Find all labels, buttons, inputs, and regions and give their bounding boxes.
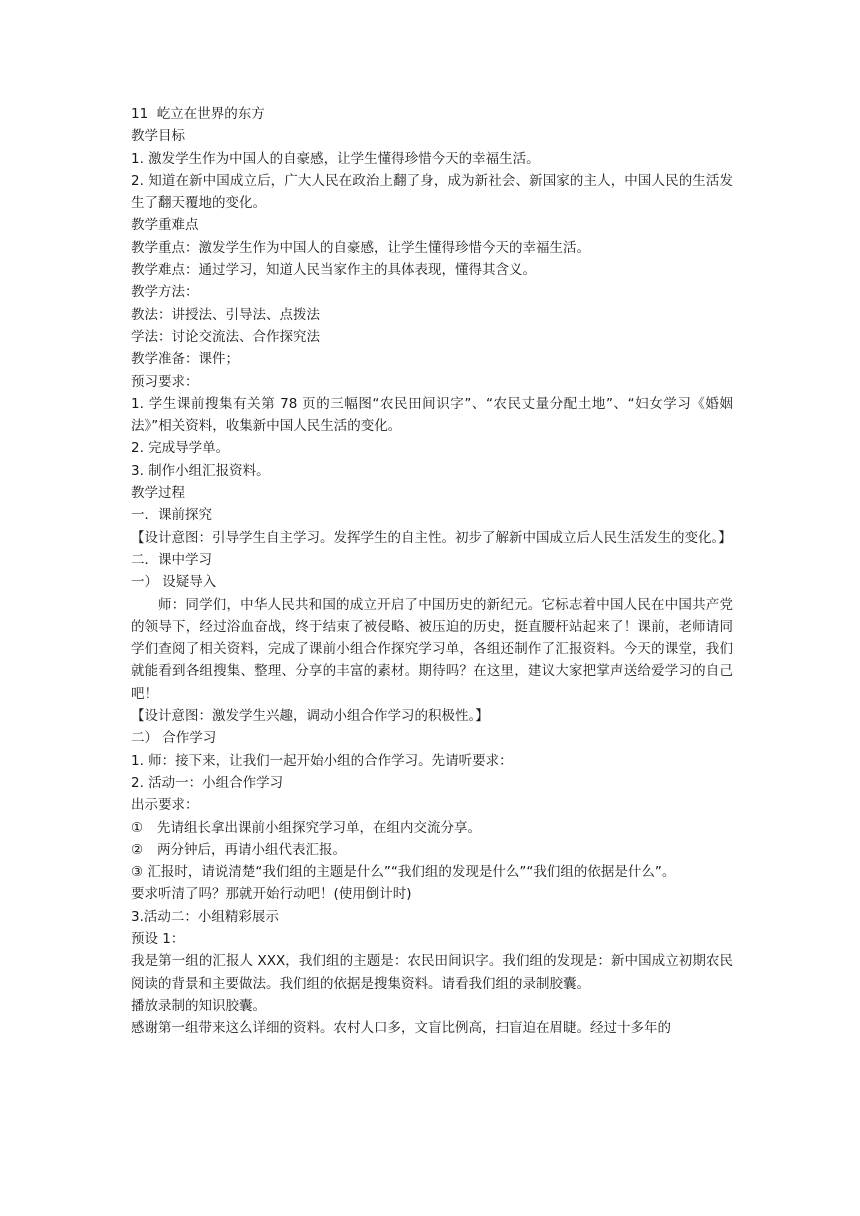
play-capsule: 播放录制的知识胶囊。 [131,997,266,1014]
teaching-focus: 教学重点：激发学生作为中国人的自豪感，让学生懂得珍惜今天的幸福生活。 [131,239,590,256]
design-intent-1: 【设计意图：引导学生自主学习。发挥学生的自主性。初步了解新中国成立后人民生活发生的变化。】 [131,529,732,546]
section-2-heading: 二．课中学习 [131,551,212,568]
requirement-1-marker: ① [131,819,144,836]
step-3: 3.活动二：小组精彩展示 [131,908,279,925]
preview-item-3: 3. 制作小组汇报资料。 [131,462,270,479]
learning-method: 学法：讨论交流法、合作探究法 [131,328,320,345]
requirement-1 [131,817,733,839]
section-1-heading: 一．课前探究 [131,507,212,524]
teaching-preparation: 教学准备：课件； [131,351,239,368]
group-1-report: 我是第一组的汇报人 XXX，我们组的主题是：农民田间识字。我们组的发现是：新中国成立初期农民阅读的背景和主要做法。我们组的依据是搜集资料。请看我们组的录制胶囊。 [131,953,733,992]
process-heading: 教学过程 [131,485,185,502]
goals-heading: 教学目标 [131,128,185,145]
goal-1: 1. 激发学生作为中国人的自豪感，让学生懂得珍惜今天的幸福生活。 [131,150,540,167]
requirement-1-text: 先请组长拿出课前小组探究学习单，在组内交流分享。 [157,819,481,836]
preview-item-2: 2. 完成导学单。 [131,440,230,457]
requirement-2-text: 两分钟后，再请小组代表汇报。 [157,841,346,858]
subsection-2-heading: 二） 合作学习 [131,730,217,747]
step-2: 2. 活动一：小组合作学习 [131,774,284,791]
preview-heading: 预习要求： [131,373,199,390]
requirement-3 [131,861,733,883]
requirement-2-marker: ② [131,841,144,858]
countdown-note: 要求听清了吗？那就开始行动吧！(使用倒计时) [131,886,412,903]
teaching-method: 教法：讲授法、引导法、点拨法 [131,306,320,323]
teacher-speech: 师：同学们，中华人民共和国的成立开启了中国历史的新纪元。它标志着中国人民在中国共产党的领导下，经过浴血奋战，终于结束了被侵略、被压迫的历史，挺直腰杆站起来了！课前，老师请同学们查阅了相关资料，完成了课前小组合作探究学习单，各组还制作了汇报资料。今天的课堂，我们就能看到各组搜集、整理、分享的丰富的素材。期待吗？在这里，建议大家把掌声送给爱学习的自己吧！ [131,596,733,702]
show-requirements: 出示要求： [131,797,199,814]
preview-item-1: 1. 学生课前搜集有关第 78 页的三幅图“农民田间识字”、“农民丈量分配土地”、“妇女学习《婚姻法》”相关资料，收集新中国人民生活的变化。 [131,395,733,435]
goal-2: 2. 知道在新中国成立后，广大人民在政治上翻了身，成为新社会、新国家的主人，中国人民的生活发生了翻天覆地的变化。 [131,172,733,212]
lesson-title: 11 屹立在世界的东方 [131,106,265,122]
methods-heading: 教学方法： [131,284,199,301]
design-intent-2: 【设计意图：激发学生兴趣，调动小组合作学习的积极性。】 [131,708,489,725]
subsection-1-heading: 一） 设疑导入 [131,574,217,591]
keypoints-heading: 教学重难点 [131,217,199,234]
requirement-3-marker: ③ [131,864,144,881]
requirement-2 [131,839,733,861]
preset-1-heading: 预设 1： [131,930,185,947]
step-1: 1. 师：接下来，让我们一起开始小组的合作学习。先请听要求： [131,752,513,769]
teaching-difficulty: 教学难点：通过学习，知道人民当家作主的具体表现，懂得其含义。 [131,262,536,279]
requirement-3-text: 汇报时，请说清楚“我们组的主题是什么”“我们组的发现是什么”“我们组的依据是什么”。 [147,864,676,881]
thanks-paragraph: 感谢第一组带来这么详细的资料。农村人口多，文盲比例高，扫盲迫在眉睫。经过十多年的 [131,1020,671,1037]
lesson-plan-document [131,103,733,1039]
